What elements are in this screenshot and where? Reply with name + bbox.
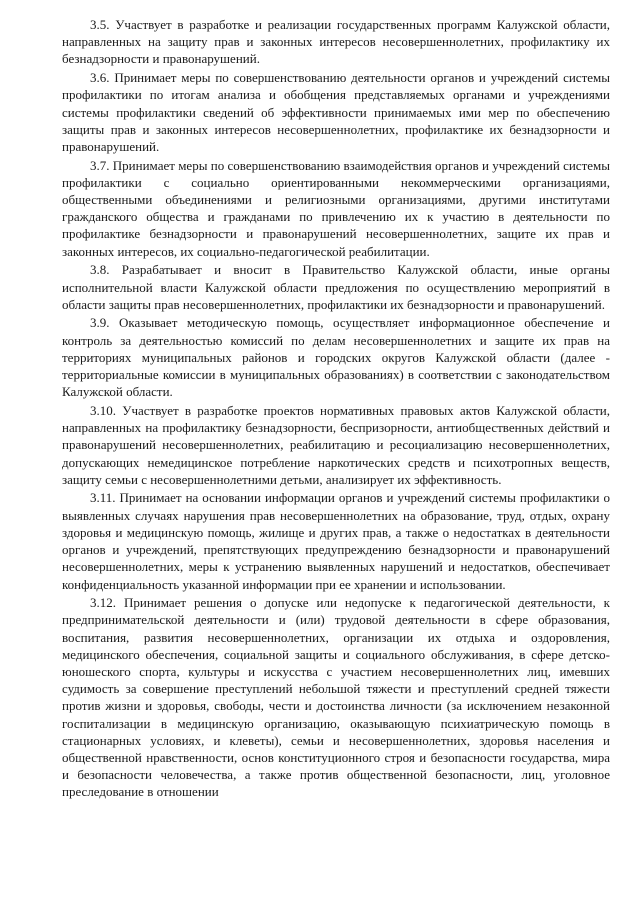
paragraph-3-12: 3.12. Принимает решения о допуске или недопуске к педагогической деятельности, к предпринимательской деятельности и (или) трудовой деятельности в сфере образования, воспитания, развития несовершеннолетних, организации их отдыха и оздоровления, медицинского обеспечения, социальной защиты и социального обслуживания, в сфере детско-юношеского спорта, культуры и искусства с участием несовершеннолетних лиц, имевших судимость за совершение преступлений небольшой тяжести и преступлений средней тяжести против жизни и здоровья, свободы, чести и достоинства личности (за исключением незаконной госпитализации в медицинскую организацию, оказывающую психиатрическую помощь в стационарных условиях, и клеветы), семьи и несовершеннолетних, здоровья населения и общественной нравственности, основ конституционного строя и безопасности государства, мира и безопасности человечества, а также против общественной безопасности, лиц, уголовное преследование в отношении bbox=[62, 595, 610, 800]
paragraph-3-10: 3.10. Участвует в разработке проектов нормативных правовых актов Калужской области, направленных на профилактику безнадзорности, беспризорности, антиобщественных действий и правонарушений несовершеннолетних, реабилитацию и ресоциализацию несовершеннолетних, допускающих немедицинское потребление наркотических средств и психотропных веществ, защиту семьи с несовершеннолетними детьми, анализирует их эффективность. bbox=[62, 402, 610, 487]
paragraph-3-5: 3.5. Участвует в разработке и реализации государственных программ Калужской области, направленных на защиту прав и законных интересов несовершеннолетних, профилактику их безнадзорности и правонарушений. bbox=[62, 17, 610, 67]
document-page bbox=[62, 16, 610, 802]
paragraph-3-9: 3.9. Оказывает методическую помощь, осуществляет информационное обеспечение и контроль за деятельностью комиссий по делам несовершеннолетних и защите их прав на территориях муниципальных районов и городских округов Калужской области (далее - территориальные комиссии в муниципальных образованиях) в соответствии с законодательством Калужской области. bbox=[62, 315, 610, 400]
paragraph-3-11: 3.11. Принимает на основании информации органов и учреждений системы профилактики о выявленных случаях нарушения прав несовершеннолетних на образование, труд, отдых, охрану здоровья и медицинскую помощь, жилище и других прав, а также о недостатках в деятельности органов и учреждений, препятствующих предупреждению безнадзорности и правонарушений несовершеннолетних, меры к устранению выявленных нарушений и недостатков, обеспечивает конфиденциальность указанной информации при ее хранении и использовании. bbox=[62, 490, 610, 592]
paragraph-3-8: 3.8. Разрабатывает и вносит в Правительство Калужской области, иные органы исполнительной власти Калужской области предложения по осуществлению мероприятий в области защиты прав несовершеннолетних, профилактики их безнадзорности и правонарушений. bbox=[62, 262, 610, 312]
paragraph-3-7: 3.7. Принимает меры по совершенствованию взаимодействия органов и учреждений системы профилактики с социально ориентированными некоммерческими организациями, общественными объединениями и религиозными организациями, другими институтами гражданского общества и гражданами по привлечению их к участию в деятельности по профилактике безнадзорности и правонарушений несовершеннолетних, защите их прав и законных интересов, их социально-педагогической реабилитации. bbox=[62, 157, 610, 259]
paragraph-3-6: 3.6. Принимает меры по совершенствованию деятельности органов и учреждений системы профилактики по итогам анализа и обобщения представляемых органами и учреждениями системы профилактики сведений об эффективности принимаемых ими мер по обеспечению защиты прав и законных интересов несовершеннолетних, профилактике их безнадзорности и правонарушений. bbox=[62, 70, 610, 154]
